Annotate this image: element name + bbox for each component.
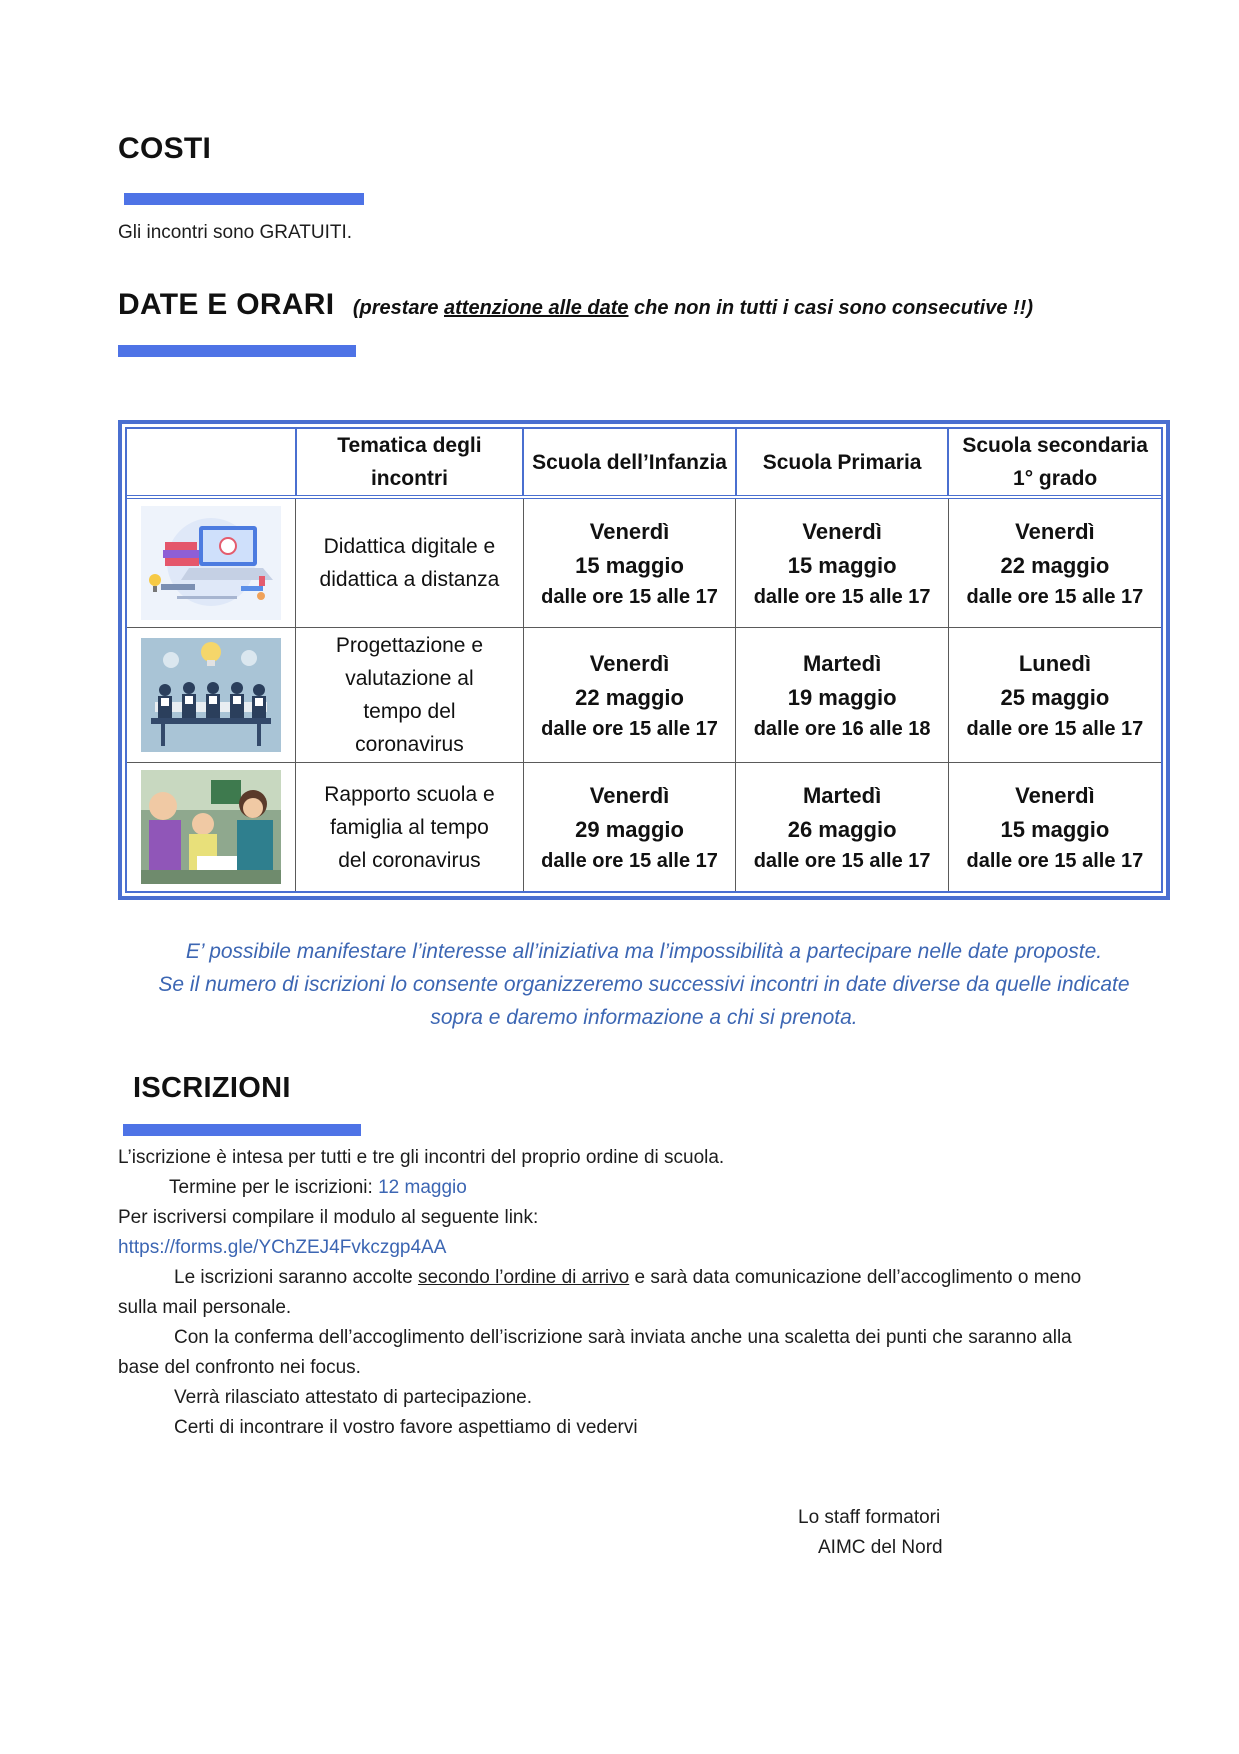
date-day: Venerdì bbox=[589, 518, 670, 544]
iscrizioni-heading: ISCRIZIONI bbox=[133, 1072, 291, 1104]
table-row bbox=[127, 627, 1161, 762]
date-time: dalle ore 15 alle 17 bbox=[753, 585, 931, 608]
costi-text: Gli incontri sono GRATUITI. bbox=[118, 222, 353, 243]
date-orari-title-row bbox=[118, 288, 1033, 322]
header-tematica: Tematica degli incontri bbox=[296, 429, 523, 497]
date-orari-accent-bar bbox=[118, 345, 356, 357]
row-illustration-cell bbox=[127, 627, 296, 762]
topic-cell bbox=[296, 627, 523, 762]
iscrizioni-p5-line2: sulla mail personale. bbox=[118, 1297, 292, 1318]
registration-form-link[interactable]: https://forms.gle/YChZEJ4Fvkczgp4AA bbox=[118, 1237, 447, 1258]
date-orari-note bbox=[353, 297, 1033, 319]
date-day: Venerdì bbox=[589, 783, 670, 809]
date-time: dalle ore 15 alle 17 bbox=[966, 850, 1144, 873]
date-date: 29 maggio bbox=[575, 817, 684, 843]
iscrizioni-p1: L’iscrizione è intesa per tutti e tre gli incontri del proprio ordine di scuola. bbox=[118, 1147, 725, 1168]
deadline-label: Termine per le iscrizioni: bbox=[169, 1177, 379, 1198]
topic-text: Didattica digitale e didattica a distanza bbox=[319, 534, 500, 591]
header-secondaria: Scuola secondaria 1° grado bbox=[948, 429, 1161, 497]
date-date: 22 maggio bbox=[575, 685, 684, 710]
date-date: 15 maggio bbox=[575, 552, 684, 578]
row-illustration-cell bbox=[127, 497, 296, 627]
header-primaria: Scuola Primaria bbox=[736, 429, 948, 497]
schedule-table bbox=[127, 429, 1161, 891]
date-date: 15 maggio bbox=[787, 552, 897, 578]
iscrizioni-deadline bbox=[118, 1173, 1178, 1203]
row-illustration-cell bbox=[127, 763, 296, 891]
date-time: dalle ore 15 alle 17 bbox=[753, 850, 931, 873]
date-cell-infanzia bbox=[523, 627, 736, 762]
note-suffix: che non in tutti i casi sono consecutive !!) bbox=[628, 297, 1033, 319]
topic-text: Rapporto scuola e famiglia al tempo del coronavirus bbox=[324, 782, 495, 872]
signature-line1: Lo staff formatori bbox=[798, 1507, 941, 1528]
date-time: dalle ore 15 alle 17 bbox=[541, 718, 718, 740]
date-day: Martedì bbox=[802, 651, 882, 676]
iscrizioni-p7: Verrà rilasciato attestato di partecipazione. bbox=[174, 1387, 533, 1408]
date-day: Venerdì bbox=[589, 651, 670, 676]
date-date: 26 maggio bbox=[787, 817, 897, 843]
iscrizioni-p3: Per iscriversi compilare il modulo al seguente link: bbox=[118, 1207, 539, 1228]
interest-note bbox=[118, 935, 1170, 1034]
date-orari-heading: DATE E ORARI bbox=[118, 288, 335, 321]
interest-note-line3: sopra e daremo informazione a chi si prenota. bbox=[430, 1006, 858, 1029]
date-time: dalle ore 15 alle 17 bbox=[966, 585, 1144, 608]
date-cell-infanzia bbox=[523, 497, 736, 627]
table-row bbox=[127, 763, 1161, 891]
laptop-study-illustration-icon bbox=[141, 506, 281, 620]
date-day: Lunedì bbox=[1018, 651, 1091, 676]
date-day: Venerdì bbox=[802, 518, 882, 544]
iscrizioni-p5 bbox=[118, 1263, 1178, 1293]
interest-note-line1: E’ possibile manifestare l’interesse all’iniziativa ma l’impossibilità a partecipare nelle date proposte. bbox=[185, 940, 1103, 963]
schedule-table-frame bbox=[118, 420, 1170, 900]
topic-cell bbox=[296, 763, 523, 891]
costi-accent-bar bbox=[124, 193, 364, 205]
table-row bbox=[127, 497, 1161, 627]
date-cell-primaria bbox=[736, 497, 948, 627]
date-cell-secondaria bbox=[948, 763, 1161, 891]
iscrizioni-p6-line2: base del confronto nei focus. bbox=[118, 1357, 361, 1378]
note-underlined: attenzione alle date bbox=[444, 297, 629, 319]
p5-prefix: Le iscrizioni saranno accolte bbox=[174, 1267, 418, 1288]
topic-cell bbox=[296, 497, 523, 627]
date-date: 22 maggio bbox=[1000, 552, 1110, 578]
iscrizioni-body bbox=[118, 1143, 1178, 1443]
date-day: Martedì bbox=[802, 783, 882, 809]
iscrizioni-p6-line1: Con la conferma dell’accoglimento dell’iscrizione sarà inviata anche una scaletta dei punti che saranno alla bbox=[174, 1327, 1072, 1348]
date-date: 25 maggio bbox=[1000, 685, 1110, 710]
date-date: 19 maggio bbox=[787, 685, 897, 710]
date-cell-primaria bbox=[736, 763, 948, 891]
date-day: Venerdì bbox=[1015, 783, 1095, 809]
signature-line2: AIMC del Nord bbox=[818, 1537, 943, 1558]
table-header-row bbox=[127, 429, 1161, 497]
date-time: dalle ore 15 alle 17 bbox=[541, 585, 718, 608]
date-time: dalle ore 15 alle 17 bbox=[541, 850, 718, 873]
iscrizioni-accent-bar bbox=[123, 1124, 361, 1136]
date-cell-secondaria bbox=[948, 627, 1161, 762]
date-cell-primaria bbox=[736, 627, 948, 762]
deadline-value: 12 maggio bbox=[378, 1177, 467, 1198]
date-day: Venerdì bbox=[1015, 518, 1095, 544]
note-prefix: (prestare bbox=[352, 297, 444, 319]
interest-note-line2: Se il numero di iscrizioni lo consente organizzeremo successivi incontri in date diverse da quelle indicate bbox=[158, 973, 1130, 996]
team-meeting-illustration-icon bbox=[141, 638, 281, 752]
header-infanzia: Scuola dell’Infanzia bbox=[523, 429, 736, 497]
header-empty bbox=[127, 429, 296, 497]
iscrizioni-p8: Certi di incontrare il vostro favore aspettiamo di vedervi bbox=[174, 1417, 638, 1438]
date-cell-infanzia bbox=[523, 763, 736, 891]
costi-heading: COSTI bbox=[118, 132, 212, 165]
date-cell-secondaria bbox=[948, 497, 1161, 627]
date-time: dalle ore 16 alle 18 bbox=[753, 718, 931, 740]
date-time: dalle ore 15 alle 17 bbox=[966, 718, 1144, 740]
p5-underlined: secondo l’ordine di arrivo bbox=[417, 1267, 630, 1288]
p5-suffix: e sarà data comunicazione dell’accoglimento o meno bbox=[629, 1267, 1082, 1288]
topic-text: Progettazione e valutazione al tempo del coronavirus bbox=[335, 634, 483, 756]
date-date: 15 maggio bbox=[1000, 817, 1110, 843]
family-school-illustration-icon bbox=[141, 770, 281, 884]
